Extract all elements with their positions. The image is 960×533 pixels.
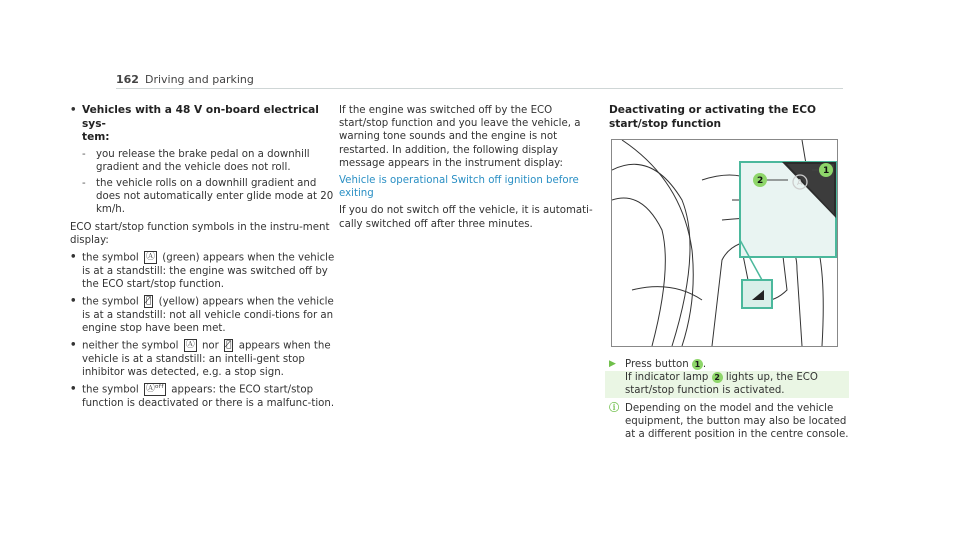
symbol-item: • the symbol Ⓐ (green) appears when the vehicle is at a standstill: the engine was switched off by the ECO start/stop function. [70,251,335,290]
symbol-item: • neither the symbol Ⓐ nor Ⓐ̸ appears when the vehicle is at a standstill: an intelli-gent stop inhibitor was detected, e.g. a stop sign. [70,340,331,379]
svg-text:A: A [797,178,803,187]
svg-text:1: 1 [823,166,830,176]
column-2 [339,104,599,231]
page-header [116,73,254,86]
bullet-48v-title: Vehicles with a 48 V on-board electrical sys- tem: [82,104,319,143]
sub-item: - you release the brake pedal on a downhill gradient and the vehicle does not roll. [82,148,335,174]
sub-item-text: you release the brake pedal on a downhill gradient and the vehicle does not roll. [96,148,310,173]
auto-off-paragraph: If you do not switch off the vehicle, it is automati-cally switched off after three minutes. [339,205,593,230]
bullet-48v [70,104,335,217]
eco-green-icon: Ⓐ [185,340,195,351]
header-divider [116,88,843,89]
console-drawing [612,140,837,346]
callout-1-ref: 1 [692,359,703,370]
sub-item-text: the vehicle rolls on a downhill gradient and does not automatically enter glide mode at 20 km/h. [96,177,334,216]
eco-green-icon: Ⓐ [146,251,156,262]
eco-off-icon: Ⓐᵒᶠᶠ [146,384,165,395]
step-arrow-icon: ▶ [609,359,616,369]
warning-paragraph: If the engine was switched off by the ECO start/stop function and you leave the vehicle, a warning tone sounds and the engine is not restarted. In addition, the following display message appears in the instrument display: [339,105,581,169]
eco-yellow-icon: Ⓐ̸ [146,296,152,307]
bullet-dot: • [70,105,77,116]
step-press: ▶ Press button 1 . [609,359,707,370]
button-location-highlight [742,280,772,308]
info-icon: ⓘ [609,402,620,414]
page-number: 162 [116,73,139,86]
instructions [609,358,849,441]
centre-console-illustration [611,139,838,347]
sub-item: - the vehicle rolls on a downhill gradient and does not automatically enter glide mode at 20 km/h. [82,177,334,216]
step-result: If indicator lamp 2 lights up, the ECO start/stop function is activated. [605,371,849,397]
callout-2-ref: 2 [712,372,723,383]
info-note [609,402,849,442]
column-3 [609,104,849,131]
section-heading: Deactivating or activating the ECO start/stop function [609,104,817,130]
symbols-intro: ECO start/stop function symbols in the instru-ment display: [70,221,330,246]
column-1 [70,104,335,410]
symbol-item: • the symbol Ⓐ̸ (yellow) appears when the vehicle is at a standstill: not all vehicle condi-tions for an engine stop have been met. [70,296,334,334]
svg-text:2: 2 [757,176,764,186]
eco-yellow-icon: Ⓐ̸ [226,340,232,351]
info-note-text: Depending on the model and the vehicle equipment, the button may also be located at a different position in the centre console. [625,402,849,441]
display-message: Vehicle is operational Switch off ignition before exiting [339,175,579,200]
section-title: Driving and parking [144,73,254,86]
symbol-item: • the symbol Ⓐᵒᶠᶠ appears: the ECO start/stop function is deactivated or there is a malfunc-tion. [70,384,335,409]
